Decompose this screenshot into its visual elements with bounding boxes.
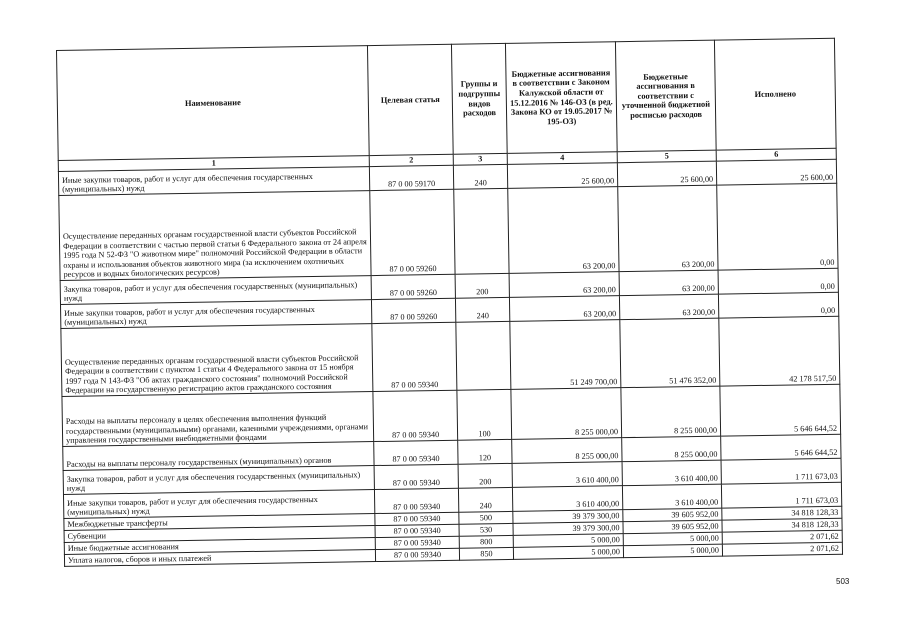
row-name: Расходы на выплаты персоналу в целях обеспечения выполнения функций государственными (муниципальными) органами, казенными учреждениями, органами управления государственными внебюджетными фондами xyxy=(62,392,374,447)
row-list-amount: 5 000,00 xyxy=(623,544,722,558)
header-target: Целевая статья xyxy=(367,44,453,155)
column-number: 1 xyxy=(58,156,369,172)
row-target-code: 87 0 00 59340 xyxy=(375,524,459,537)
table-header-row xyxy=(57,38,837,160)
row-executed-amount: 1 711 673,03 xyxy=(721,458,841,484)
header-budget-list: Бюджетные ассигнования в соответствии с уточненной бюджетной росписью расходов xyxy=(615,40,716,152)
row-budget-amount: 63 200,00 xyxy=(509,272,619,298)
row-group-code: 200 xyxy=(458,463,512,488)
row-list-amount: 8 255 000,00 xyxy=(621,386,721,438)
row-group-code: 240 xyxy=(455,297,509,322)
column-number: 4 xyxy=(507,152,617,165)
row-name: Субвенции xyxy=(64,526,375,543)
row-budget-amount: 63 200,00 xyxy=(508,187,619,274)
row-list-amount: 39 605 952,00 xyxy=(623,508,722,522)
row-group-code: 200 xyxy=(455,273,509,298)
row-name: Осуществление переданных органам государственной власти субъектов Российской Федерации в соответствии с частью первой статьи 6 Федерального закона от 24 апреля 1995 года N 52-ФЗ "О животном мире" полномочий Российской Федерации в области охраны и использования объектов животного мира (за исключением охотничьих ресурсов и водных биологических ресурсов) xyxy=(59,191,371,281)
row-list-amount: 5 000,00 xyxy=(623,532,722,546)
row-name: Иные закупки товаров, работ и услуг для обеспечения государственных (муниципальных) нужд xyxy=(58,167,369,196)
header-budget: Бюджетные ассигнования в соответствии с Законом Калужской области от 15.12.2016 № 146-ОЗ (в ред. Закона КО от 19.05.2017 № 195-ОЗ) xyxy=(505,42,617,154)
row-target-code: 87 0 00 59260 xyxy=(370,189,455,275)
row-group-code: 530 xyxy=(459,523,513,536)
column-number: 6 xyxy=(716,148,836,161)
row-budget-amount: 8 255 000,00 xyxy=(511,388,622,440)
column-number: 3 xyxy=(453,153,507,165)
row-target-code: 87 0 00 59340 xyxy=(375,548,459,561)
row-executed-amount: 42 178 517,50 xyxy=(719,316,840,386)
row-list-amount: 63 200,00 xyxy=(618,185,718,272)
budget-table-wrapper xyxy=(56,38,843,598)
row-group-code: 850 xyxy=(459,547,513,560)
row-target-code: 87 0 00 59340 xyxy=(374,440,458,465)
row-name: Осуществление переданных органам государственной власти субъектов Российской Федерации в соответствии с пунктом 1 статьи 4 Федерального закона от 15 ноября 1997 года N 143-ФЗ "Об актах гражданского состояния" полномочий Российской Федерации на государственную регистрацию актов гражданского состояния xyxy=(61,324,373,397)
row-budget-amount: 51 249 700,00 xyxy=(510,320,621,390)
row-group-code: 240 xyxy=(458,487,512,512)
row-name: Закупка товаров, работ и услуг для обеспечения государственных (муниципальных) нужд xyxy=(60,276,371,305)
row-executed-amount: 34 818 128,33 xyxy=(722,518,842,532)
row-name: Уплата налогов, сборов и иных платежей xyxy=(64,550,375,567)
row-budget-amount: 5 000,00 xyxy=(513,546,623,560)
row-target-code: 87 0 00 59260 xyxy=(371,274,455,299)
row-budget-amount: 3 610 400,00 xyxy=(512,486,622,512)
row-target-code: 87 0 00 59260 xyxy=(371,298,455,323)
row-executed-amount: 1 711 673,03 xyxy=(721,482,841,508)
table-row xyxy=(61,316,840,396)
row-budget-amount: 5 000,00 xyxy=(513,534,623,548)
row-list-amount: 25 600,00 xyxy=(617,161,716,187)
row-executed-amount: 2 071,62 xyxy=(722,530,842,544)
row-executed-amount: 25 600,00 xyxy=(716,159,836,185)
row-budget-amount: 3 610 400,00 xyxy=(512,462,622,488)
row-executed-amount: 34 818 128,33 xyxy=(722,506,842,520)
row-list-amount: 63 200,00 xyxy=(619,294,718,320)
row-group-code: 500 xyxy=(459,511,513,524)
row-group-code: 800 xyxy=(459,535,513,548)
row-target-code: 87 0 00 59340 xyxy=(374,488,458,513)
row-budget-amount: 25 600,00 xyxy=(507,163,617,189)
column-number: 5 xyxy=(617,150,716,163)
row-executed-amount: 5 646 644,52 xyxy=(721,434,841,460)
row-name: Межбюджетные трансферты xyxy=(64,514,375,531)
row-name: Иные бюджетные ассигнования xyxy=(64,538,375,555)
row-target-code: 87 0 00 59170 xyxy=(369,165,453,190)
row-budget-amount: 8 255 000,00 xyxy=(512,438,622,464)
row-list-amount: 3 610 400,00 xyxy=(622,460,721,486)
row-executed-amount: 0,00 xyxy=(717,183,838,270)
table-row xyxy=(59,183,838,280)
header-executed: Исполнено xyxy=(714,38,836,150)
row-group-code xyxy=(454,188,509,274)
row-target-code: 87 0 00 59340 xyxy=(374,464,458,489)
row-group-code xyxy=(456,321,511,390)
row-executed-amount: 2 071,62 xyxy=(722,542,842,556)
row-list-amount: 51 476 352,00 xyxy=(620,318,720,388)
row-list-amount: 63 200,00 xyxy=(619,270,718,296)
column-number: 2 xyxy=(369,154,453,166)
row-name: Иные закупки товаров, работ и услуг для обеспечения государственных (муниципальных) нужд xyxy=(63,490,374,519)
row-budget-amount: 39 379 300,00 xyxy=(513,510,623,524)
row-target-code: 87 0 00 59340 xyxy=(373,390,458,441)
page-number: 503 xyxy=(836,577,850,586)
header-name: Наименование xyxy=(57,46,370,161)
row-target-code: 87 0 00 59340 xyxy=(372,322,457,391)
row-list-amount: 39 605 952,00 xyxy=(623,520,722,534)
row-name: Расходы на выплаты персоналу государственных (муниципальных) органов xyxy=(63,442,374,471)
row-budget-amount: 39 379 300,00 xyxy=(513,522,623,536)
row-executed-amount: 0,00 xyxy=(718,268,838,294)
row-group-code: 100 xyxy=(457,389,512,440)
row-executed-amount: 5 646 644,52 xyxy=(720,384,841,436)
row-name: Закупка товаров, работ и услуг для обеспечения государственных (муниципальных) нужд xyxy=(63,466,374,495)
header-groups: Группы и подгруппы видов расходов xyxy=(451,43,507,154)
row-executed-amount: 0,00 xyxy=(718,292,838,318)
row-target-code: 87 0 00 59340 xyxy=(375,512,459,525)
row-target-code: 87 0 00 59340 xyxy=(375,536,459,549)
row-group-code: 120 xyxy=(458,439,512,464)
budget-table xyxy=(56,38,843,567)
row-name: Иные закупки товаров, работ и услуг для обеспечения государственных (муниципальных) нужд xyxy=(60,300,371,329)
row-list-amount: 8 255 000,00 xyxy=(622,436,721,462)
row-list-amount: 3 610 400,00 xyxy=(622,484,721,510)
row-budget-amount: 63 200,00 xyxy=(509,296,619,322)
row-group-code: 240 xyxy=(453,164,507,189)
